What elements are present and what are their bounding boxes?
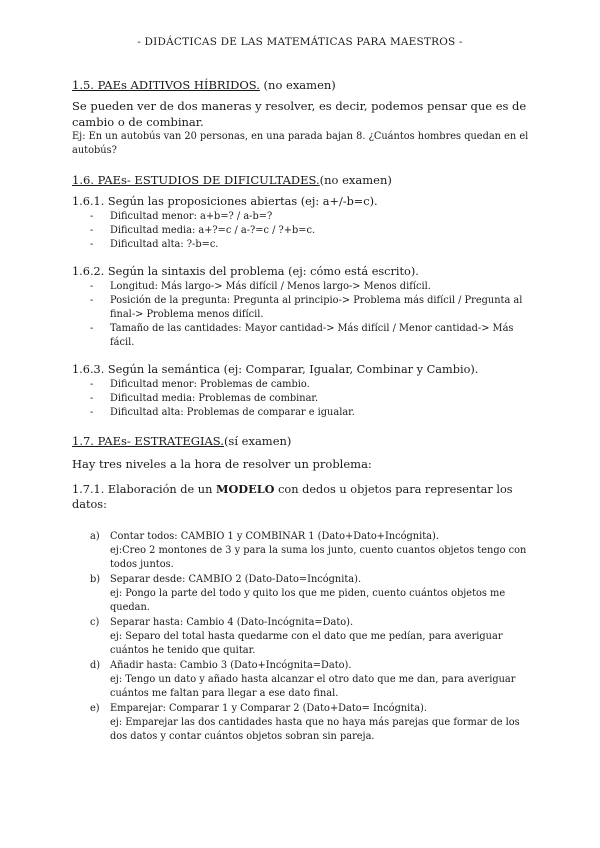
- list-item: - Dificultad media: Problemas de combinar.: [90, 393, 319, 404]
- section-1-6-heading: [72, 173, 530, 187]
- strategy-item: a) Contar todos: CAMBIO 1 y COMBINAR 1 (Dato+Dato+Incógnita). ej:Creo 2 montones de 3 y para la suma los junto, cuento cuantos objetos tengo con todos juntos.: [90, 531, 527, 570]
- section-1-6-note: (no examen): [319, 173, 392, 187]
- strategy-list: [72, 530, 530, 744]
- modelo-keyword: MODELO: [215, 482, 275, 496]
- section-1-5-paragraph: Se pueden ver de dos maneras y resolver, es decir, podemos pensar que es de cambio o de combinar.: [72, 99, 527, 129]
- section-1-7: [72, 434, 530, 744]
- section-1-5-title: 1.5. PAEs ADITIVOS HÍBRIDOS.: [72, 78, 260, 92]
- section-1-5-example: Ej: En un autobús van 20 personas, en una parada bajan 8. ¿Cuántos hombres quedan en el autobús?: [72, 131, 529, 156]
- section-1-7-heading: [72, 434, 530, 448]
- list-item: - Longitud: Más largo-> Más difícil / Menos largo-> Menos difícil.: [90, 281, 431, 292]
- list-item: - Dificultad menor: a+b=? / a-b=?: [90, 211, 273, 222]
- list-item: - Dificultad menor: Problemas de cambio.: [90, 379, 310, 390]
- list-item: - Dificultad alta: Problemas de comparar e igualar.: [90, 407, 355, 418]
- list-item: - Dificultad alta: ?-b=c.: [90, 239, 219, 250]
- strategy-item: b) Separar desde: CAMBIO 2 (Dato-Dato=Incógnita). ej: Pongo la parte del todo y quito los que me piden, cuento cuántos objetos me quedan.: [90, 574, 506, 613]
- subsection-1-6-2-list: [72, 280, 530, 350]
- page-header: - DIDÁCTICAS DE LAS MATEMÁTICAS PARA MAESTROS -: [137, 36, 463, 48]
- section-1-7-intro: Hay tres niveles a la hora de resolver un problema:: [72, 457, 372, 471]
- section-1-5-heading: [72, 78, 530, 92]
- section-1-6: [72, 173, 530, 420]
- list-item: - Posición de la pregunta: Pregunta al principio-> Problema más difícil / Pregunta al final-> Problema menos difícil.: [90, 295, 523, 320]
- section-1-5-note: (no examen): [259, 78, 336, 92]
- strategy-item: e) Emparejar: Comparar 1 y Comparar 2 (Dato+Dato= Incógnita). ej: Emparejar las dos cantidades hasta que no haya más parejas que formar de los dos datos y contar cuántos objetos sobran sin pareja.: [90, 703, 520, 742]
- strategy-item: d) Añadir hasta: Cambio 3 (Dato+Incógnita=Dato). ej: Tengo un dato y añado hasta alcanzar el otro dato que me dan, para averiguar cuántos me faltan para llegar a ese dato final.: [90, 660, 516, 699]
- subsection-1-6-2: 1.6.2. Según la sintaxis del problema (ej: cómo está escrito).: [72, 265, 419, 278]
- list-item: - Dificultad media: a+?=c / a-?=c / ?+b=c.: [90, 225, 316, 236]
- section-1-6-title: 1.6. PAEs- ESTUDIOS DE DIFICULTADES.: [72, 173, 320, 187]
- subsection-1-6-3: 1.6.3. Según la semántica (ej: Comparar, Igualar, Combinar y Cambio).: [72, 363, 479, 376]
- section-1-5: [72, 78, 530, 157]
- section-1-7-note: (sí examen): [223, 434, 292, 448]
- section-1-7-title: 1.7. PAEs- ESTRATEGIAS.: [72, 434, 224, 448]
- strategy-item: c) Separar hasta: Cambio 4 (Dato-Incógnita=Dato). ej: Separo del total hasta quedarme con el dato que me pedían, para averiguar cuántos he tenido que quitar.: [90, 617, 503, 656]
- subsection-1-6-1-list: [72, 210, 530, 252]
- document-body: [72, 78, 530, 745]
- subsection-1-6-3-list: [72, 378, 530, 420]
- subsection-1-7-1: 1.7.1. Elaboración de un MODELO con dedos u objetos para representar los datos:: [72, 482, 513, 511]
- list-item: - Tamaño de las cantidades: Mayor cantidad-> Más difícil / Menor cantidad-> Más fácil.: [90, 323, 514, 348]
- subsection-1-6-1: 1.6.1. Según las proposiciones abiertas (ej: a+/-b=c).: [72, 195, 378, 208]
